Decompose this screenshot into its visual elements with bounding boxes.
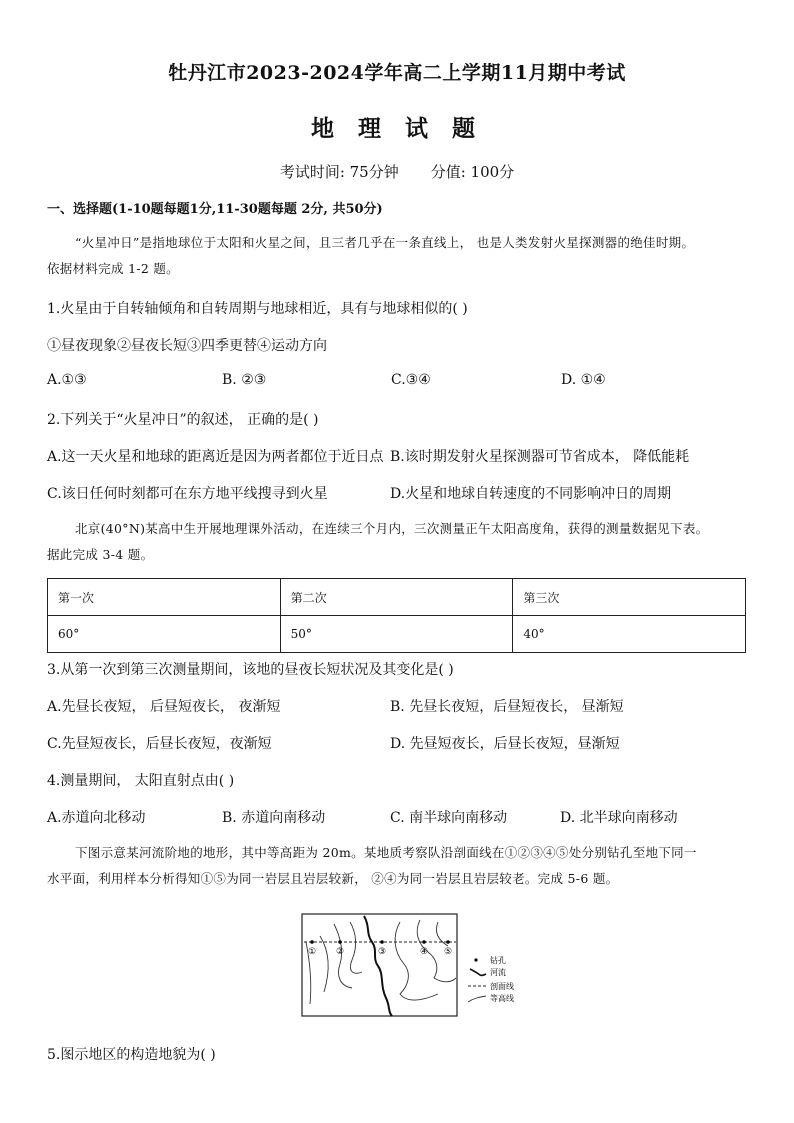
table-header-cell: 第二次	[280, 579, 513, 616]
drill-hole	[380, 940, 384, 944]
q4-option-d[interactable]: D. 北半球向南移动	[560, 810, 678, 826]
q4-option-b[interactable]: B. 赤道向南移动	[222, 810, 326, 826]
q2-stem: 2.下列关于“火星冲日”的叙述， 正确的是( )	[47, 412, 319, 428]
point-label: ④	[419, 947, 429, 957]
q4-option-c[interactable]: C. 南半球向南移动	[390, 810, 508, 826]
table-cell: 60°	[48, 616, 281, 653]
drill-hole	[338, 940, 342, 944]
legend-river-symbol	[470, 969, 486, 975]
legend-contour-label: 等高线	[490, 994, 514, 1003]
q2-option-b[interactable]: B.该时期发射火星探测器可节省成本， 降低能耗	[390, 449, 690, 465]
point-label: ⑤	[443, 947, 453, 957]
table-row	[48, 616, 746, 653]
passage-2	[47, 516, 753, 568]
q1-stem: 1.火星由于自转轴倾角和自转周期与地球相近，具有与地球相似的( )	[47, 301, 468, 317]
passage-3-line-2: 水平面，利用样本分析得知①⑤为同一岩层且岩层较新， ②④为同一岩层且岩层较老。完成 5-6 题。	[47, 871, 619, 886]
table-cell: 40°	[513, 616, 746, 653]
point-label: ①	[307, 947, 317, 957]
table-cell: 50°	[280, 616, 513, 653]
q2-option-a[interactable]: A.这一天火星和地球的距离近是因为两者都位于近日点	[47, 449, 384, 465]
legend-contour-symbol	[468, 996, 486, 1002]
point-label: ③	[377, 947, 387, 957]
q3-option-a[interactable]: A.先昼长夜短， 后昼短夜长， 夜渐短	[47, 699, 281, 715]
passage-3	[47, 840, 753, 892]
legend-drill-label: 钻孔	[490, 956, 506, 965]
q3-option-b[interactable]: B. 先昼长夜短，后昼短夜长， 昼渐短	[390, 699, 624, 715]
q2-option-d[interactable]: D.火星和地球自转速度的不同影响冲日的周期	[390, 486, 672, 502]
legend-river-label: 河流	[490, 968, 506, 977]
measurement-table	[47, 578, 746, 653]
passage-3-line-1: 下图示意某河流阶地的地形，其中等高距为 20m。某地质考察队沿剖面线在①②③④⑤处分别钻孔至地下同一	[75, 845, 697, 860]
q5-stem: 5.图示地区的构造地貌为( )	[47, 1047, 216, 1063]
passage-1-line-1: “火星冲日”是指地球位于太阳和火星之间，且三者几乎在一条直线上， 也是人类发射火星探测器的绝佳时期。	[75, 235, 695, 250]
q4-option-a[interactable]: A.赤道向北移动	[47, 810, 146, 826]
exam-info	[0, 161, 794, 182]
q3-stem: 3.从第一次到第三次测量期间，该地的昼夜长短状况及其变化是( )	[47, 662, 454, 678]
q4-stem: 4.测量期间， 太阳直射点由( )	[47, 773, 235, 789]
passage-2-line-2: 据此完成 3-4 题。	[47, 547, 154, 562]
point-label: ②	[335, 947, 345, 957]
section-heading: 一、选择题(1-10题每题1分,11-30题每题 2分, 共50分)	[47, 202, 383, 217]
river-terrace-diagram	[300, 912, 530, 1018]
q1-option-c[interactable]: C.③④	[391, 372, 431, 388]
drill-hole	[422, 940, 426, 944]
legend-profile-label: 剖面线	[490, 982, 514, 991]
drill-hole	[446, 940, 450, 944]
drill-hole	[310, 940, 314, 944]
q1-option-a[interactable]: A.①③	[47, 372, 87, 388]
q1-items: ①昼夜现象②昼夜长短③四季更替④运动方向	[47, 338, 327, 354]
passage-1-line-2: 依据材料完成 1-2 题。	[47, 261, 179, 276]
exam-score: 分值: 100分	[430, 163, 515, 181]
table-header-cell: 第一次	[48, 579, 281, 616]
table-header-cell: 第三次	[513, 579, 746, 616]
map-frame	[302, 914, 457, 1016]
q3-option-c[interactable]: C.先昼短夜长，后昼长夜短，夜渐短	[47, 736, 272, 752]
passage-1	[47, 230, 753, 282]
q1-option-b[interactable]: B. ②③	[222, 372, 267, 388]
q2-option-c[interactable]: C.该日任何时刻都可在东方地平线搜寻到火星	[47, 486, 328, 502]
legend-drill-symbol	[474, 958, 477, 961]
table-header-row	[48, 579, 746, 616]
passage-2-line-1: 北京(40°N)某高中生开展地理课外活动，在连续三个月内，三次测量正午太阳高度角，获得的测量数据见下表。	[75, 521, 709, 536]
q3-option-d[interactable]: D. 先昼短夜长，后昼长夜短，昼渐短	[390, 736, 620, 752]
exam-time: 考试时间: 75分钟	[279, 163, 399, 181]
subject-title: 地 理 试 题	[310, 115, 484, 142]
q1-option-d[interactable]: D. ①④	[561, 372, 606, 388]
exam-title: 牡丹江市2023-2024学年高二上学期11月期中考试	[168, 62, 626, 84]
